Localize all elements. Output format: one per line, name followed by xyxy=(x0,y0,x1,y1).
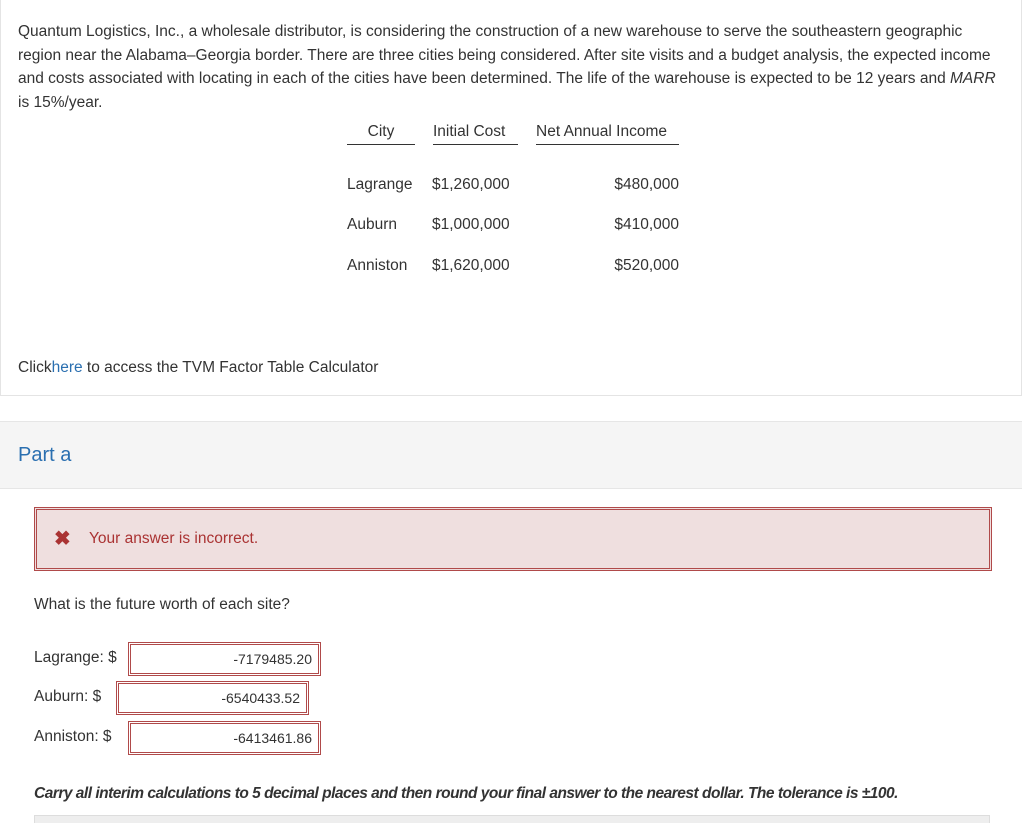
table-cell-city: Lagrange xyxy=(347,176,413,193)
anniston-label: Anniston: $ xyxy=(34,728,112,745)
header-initial-cost: Initial Cost xyxy=(433,123,518,145)
tvm-calculator-link[interactable]: here xyxy=(51,359,83,376)
marr-text: MARR xyxy=(950,70,996,87)
intro-text: Quantum Logistics, Inc., a wholesale distributor, is considering the construction of a new warehouse to serve the southeastern geographic region near the Alabama–Georgia border. There are three cities being considered. After site visits and a budget analysis, the expected income and costs associated with locating in each of the cities have been determined. The life of the warehouse is expected to be 12 years and xyxy=(18,23,991,87)
lagrange-input[interactable] xyxy=(128,642,321,676)
table-cell-cost: $1,620,000 xyxy=(432,257,510,274)
anniston-input[interactable] xyxy=(128,721,321,755)
table-cell-income: $520,000 xyxy=(614,257,679,274)
header-net-annual-income: Net Annual Income xyxy=(536,123,679,145)
lagrange-label: Lagrange: $ xyxy=(34,649,117,666)
alert-message: Your answer is incorrect. xyxy=(89,530,259,547)
table-cell-income: $410,000 xyxy=(614,216,679,233)
table-cell-city: Anniston xyxy=(347,257,408,274)
incorrect-alert xyxy=(34,507,992,571)
table-cell-city: Auburn xyxy=(347,216,397,233)
table-cell-income: $480,000 xyxy=(614,176,679,193)
tvm-post: to access the TVM Factor Table Calculator xyxy=(82,359,379,376)
table-cell-cost: $1,260,000 xyxy=(432,176,510,193)
part-title: Part a xyxy=(18,444,72,466)
auburn-label: Auburn: $ xyxy=(34,688,102,705)
part-header xyxy=(0,421,1022,489)
intro-end-text: is 15%/year. xyxy=(18,93,103,111)
x-icon: ✖ xyxy=(54,528,71,550)
table-cell-cost: $1,000,000 xyxy=(432,216,510,233)
auburn-input[interactable] xyxy=(116,681,309,715)
next-section-bar xyxy=(34,815,990,823)
instruction-note: Carry all interim calculations to 5 decimal places and then round your final answer to the nearest dollar. The tolerance is ±100. xyxy=(34,785,898,802)
header-city: City xyxy=(347,123,415,145)
question-text: What is the future worth of each site? xyxy=(34,596,290,613)
city-table xyxy=(0,0,1000,300)
tvm-pre: Click xyxy=(18,359,52,376)
tvm-line xyxy=(18,359,378,377)
